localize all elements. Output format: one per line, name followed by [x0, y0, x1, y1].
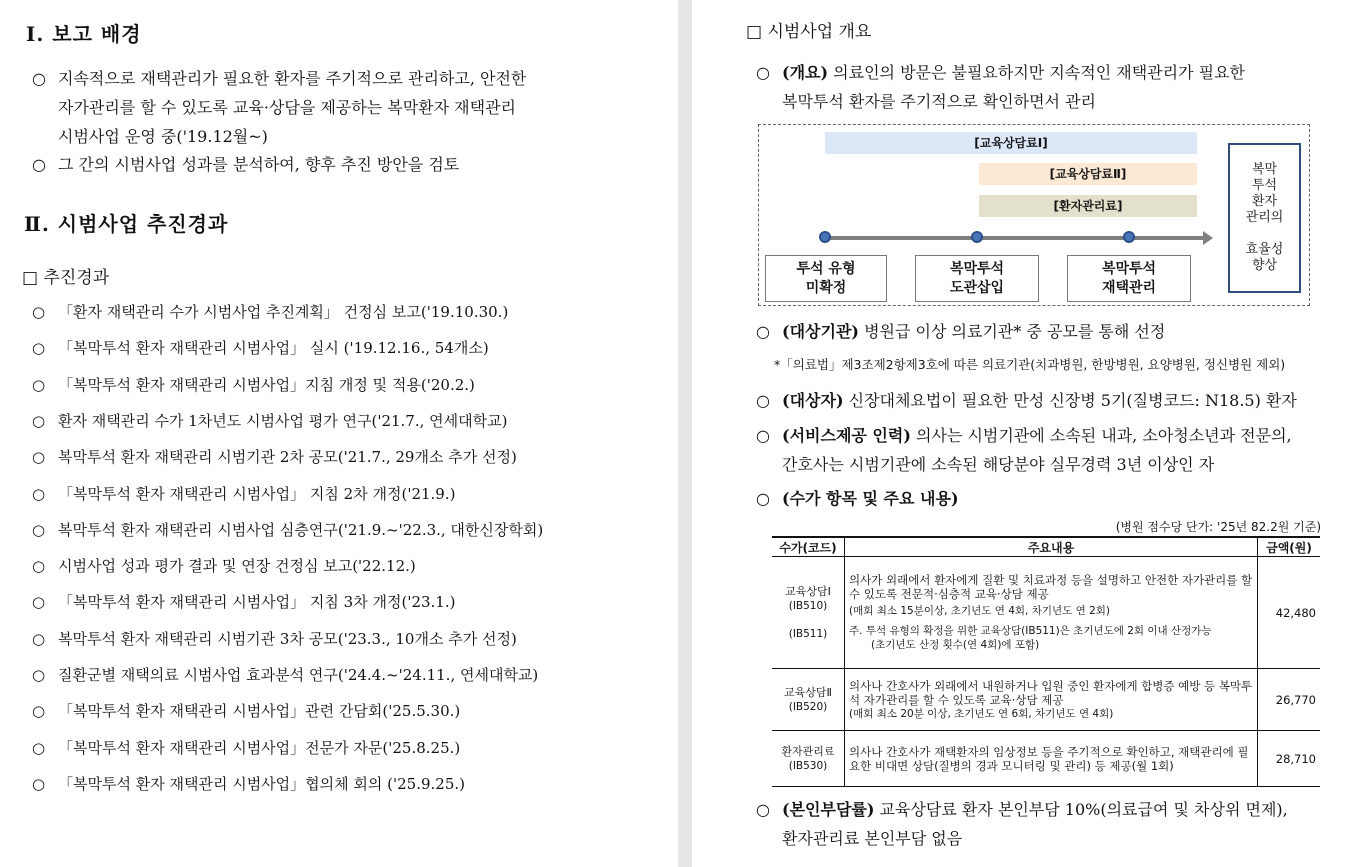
target-patient-item: ○ (대상자) 신장대체요법이 필요한 만성 신장병 5기(질병코드: N18.5) 환자: [756, 391, 1297, 410]
bar-patient-mgmt: [환자관리료]: [979, 195, 1197, 217]
bullet-icon: ○: [32, 666, 46, 684]
progress-item: [32, 700, 460, 721]
col-header-content: 주요내용: [845, 537, 1258, 557]
timeline-dot-2: [971, 231, 983, 243]
col-header-code: 수가(코드): [772, 537, 845, 557]
section1-title: Ⅰ. 보고 배경: [26, 22, 142, 46]
progress-item: [32, 337, 489, 358]
col-header-amount: 금액(원): [1258, 537, 1321, 557]
progress-item: [32, 519, 543, 540]
staff-item: ○ (서비스제공 인력) 의사는 시범기관에 소속된 내과, 소아청소년과 전문의, 간호사는 시범기관에 소속된 해당분야 실무경력 3년 이상인 자: [756, 426, 1292, 474]
section2-title: Ⅱ. 시범사업 추진경과: [24, 212, 229, 236]
overview-item: ○ (개요) 의료인의 방문은 불필요하지만 지속적인 재택관리가 필요한 복막투석 환자를 주기적으로 확인하면서 관리: [756, 63, 1245, 111]
progress-item-text: 「복막투석 환자 재택관리 시범사업」 실시 ('19.12.16., 54개소): [58, 339, 489, 358]
stage-2: 복막투석 도관삽입: [915, 255, 1039, 302]
bullet-icon: ○: [32, 448, 46, 467]
progress-item-text: 「복막투석 환자 재택관리 시범사업」 지침 2차 개정('21.9.): [58, 484, 456, 503]
progress-item: [32, 483, 455, 504]
bullet-icon: ○: [32, 629, 46, 648]
left-page: [0, 0, 678, 867]
bar-edu1: [교육상담료Ⅰ]: [825, 132, 1197, 154]
timeline-line: [825, 236, 1203, 240]
bullet-icon: ○: [32, 774, 46, 793]
progress-item: [32, 591, 455, 612]
progress-item-text: 「복막투석 환자 재택관리 시범사업」관련 간담회('25.5.30.): [58, 702, 461, 721]
fee-code-cell: 환자관리료 (IB530): [772, 731, 845, 787]
fee-content-cell: 의사가 외래에서 환자에게 질환 및 치료과정 등을 설명하고 안전한 자가관리를 할 수 있도록 전문적·심층적 교육·상담 제공 (매회 최소 15분이상, 초기년도 연 4회, 차기년도 연 2회) 주. 투석 유형의 확정을 위한 교육상담(IB511)은 초기년도에 2회 이내 산정가능 (초기년도 산정 횟수(연 4회)에 포함): [845, 557, 1258, 669]
progress-item-text: 「복막투석 환자 재택관리 시범사업」지침 개정 및 적용('20.2.): [58, 375, 475, 394]
progress-item-text: 「복막투석 환자 재택관리 시범사업」 지침 3차 개정('23.1.): [58, 593, 456, 612]
fee-table: [772, 536, 1320, 787]
target-institution-item: ○ (대상기관) 병원급 이상 의료기관* 중 공모를 통해 선정: [756, 322, 1166, 341]
bar-edu2: [교육상담료Ⅱ]: [979, 163, 1197, 185]
progress-item-text: 「환자 재택관리 수가 시범사업 추진계획」 건정심 보고('19.10.30.): [58, 303, 509, 321]
progress-item: [32, 664, 538, 685]
bullet-icon: ○: [32, 339, 46, 358]
timeline-dot-1: [819, 231, 831, 243]
progress-item-text: 복막투석 환자 재택관리 시범사업 심층연구('21.9.~'22.3., 대한신장학회): [58, 520, 544, 539]
progress-item: [32, 301, 508, 322]
fee-title-item: ○ (수가 항목 및 주요 내용): [756, 489, 959, 508]
outcome-box: 복막 투석 환자 관리의 효율성 향상: [1228, 143, 1301, 293]
progress-item: [32, 773, 465, 794]
progress-item: [32, 374, 475, 395]
progress-item-text: 복막투석 환자 재택관리 시범기관 3차 공모('23.3., 10개소 추가 선정): [58, 629, 517, 648]
progress-item-text: 환자 재택관리 수가 1차년도 시범사업 평가 연구('21.7., 연세대학교): [58, 411, 508, 430]
progress-item: [32, 628, 517, 649]
sec1-item-1: ○ 지속적으로 재택관리가 필요한 환자를 주기적으로 관리하고, 안전한 자가관리를 할 수 있도록 교육·상담을 제공하는 복막환자 재택관리 시범사업 운영 중('19.12월~): [32, 69, 527, 146]
bullet-icon: ○: [32, 557, 46, 576]
progress-item-text: 질환군별 재택의료 시범사업 효과분석 연구('24.4.~'24.11., 연세대학교): [58, 666, 539, 684]
bullet-icon: ○: [32, 593, 46, 612]
fee-amount-cell: 42,480: [1258, 557, 1321, 669]
progress-item: [32, 555, 416, 576]
table-row: [772, 669, 1320, 731]
bullet-icon: ○: [32, 411, 46, 430]
fee-content-cell: 의사나 간호사가 재택환자의 임상정보 등을 주기적으로 확인하고, 재택관리에 필요한 비대면 상담(질병의 경과 모니터링 및 관리) 등 제공(월 1회): [845, 731, 1258, 787]
fee-code-cell: 교육상담Ⅱ (IB520): [772, 669, 845, 731]
fee-unit-note: (병원 점수당 단가: '25년 82.2원 기준): [1115, 520, 1321, 534]
bullet-icon: ○: [32, 375, 46, 394]
progress-item-text: 「복막투석 환자 재택관리 시범사업」협의체 회의 ('25.9.25.): [58, 774, 466, 793]
progress-item: [32, 410, 507, 431]
fee-table-header: [772, 537, 1320, 557]
bullet-icon: ○: [32, 738, 46, 757]
fee-amount-cell: 26,770: [1258, 669, 1321, 731]
copay-item: ○ (본인부담률) 교육상담료 환자 본인부담 10%(의료급여 및 차상위 면제), 환자관리료 본인부담 없음: [756, 800, 1288, 848]
process-diagram: [758, 124, 1310, 306]
fee-content-cell: 의사나 간호사가 외래에서 내원하거나 입원 중인 환자에게 합병증 예방 등 복막투석 자가관리를 할 수 있도록 교육·상담 제공 (매회 최소 20분 이상, 초기년도 연 6회, 차기년도 연 4회): [845, 669, 1258, 731]
stage-1: 투석 유형 미확정: [765, 255, 887, 302]
bullet-icon: ○: [32, 520, 46, 539]
fee-code-cell: 교육상담Ⅰ (IB510) (IB511): [772, 557, 845, 669]
progress-item-text: 복막투석 환자 재택관리 시범기관 2차 공모('21.7., 29개소 추가 선정): [58, 448, 517, 467]
progress-item: [32, 446, 517, 467]
timeline-dot-3: [1123, 231, 1135, 243]
overview-title: □ 시범사업 개요: [746, 22, 872, 42]
progress-item: [32, 737, 460, 758]
progress-item-text: 「복막투석 환자 재택관리 시범사업」전문가 자문('25.8.25.): [58, 738, 461, 757]
table-row: [772, 731, 1320, 787]
bullet-icon: ○: [32, 484, 46, 503]
timeline-arrow-icon: [1203, 231, 1213, 245]
table-row: [772, 557, 1320, 669]
right-page: [692, 0, 1369, 867]
progress-subtitle: □ 추진경과: [22, 268, 110, 288]
stage-3: 복막투석 재택관리: [1067, 255, 1191, 302]
progress-item-text: 시범사업 성과 평가 결과 및 연장 건정심 보고('22.12.): [58, 557, 416, 576]
bullet-icon: ○: [32, 702, 46, 721]
sec1-item-2: ○ 그 간의 시범사업 성과를 분석하여, 향후 추진 방안을 검토: [32, 155, 460, 174]
target-institution-note: *「의료법」제3조제2항제3호에 따른 의료기관(치과병원, 한방병원, 요양병원, 정신병원 제외): [774, 357, 1286, 372]
fee-amount-cell: 28,710: [1258, 731, 1321, 787]
bullet-icon: ○: [32, 303, 46, 321]
